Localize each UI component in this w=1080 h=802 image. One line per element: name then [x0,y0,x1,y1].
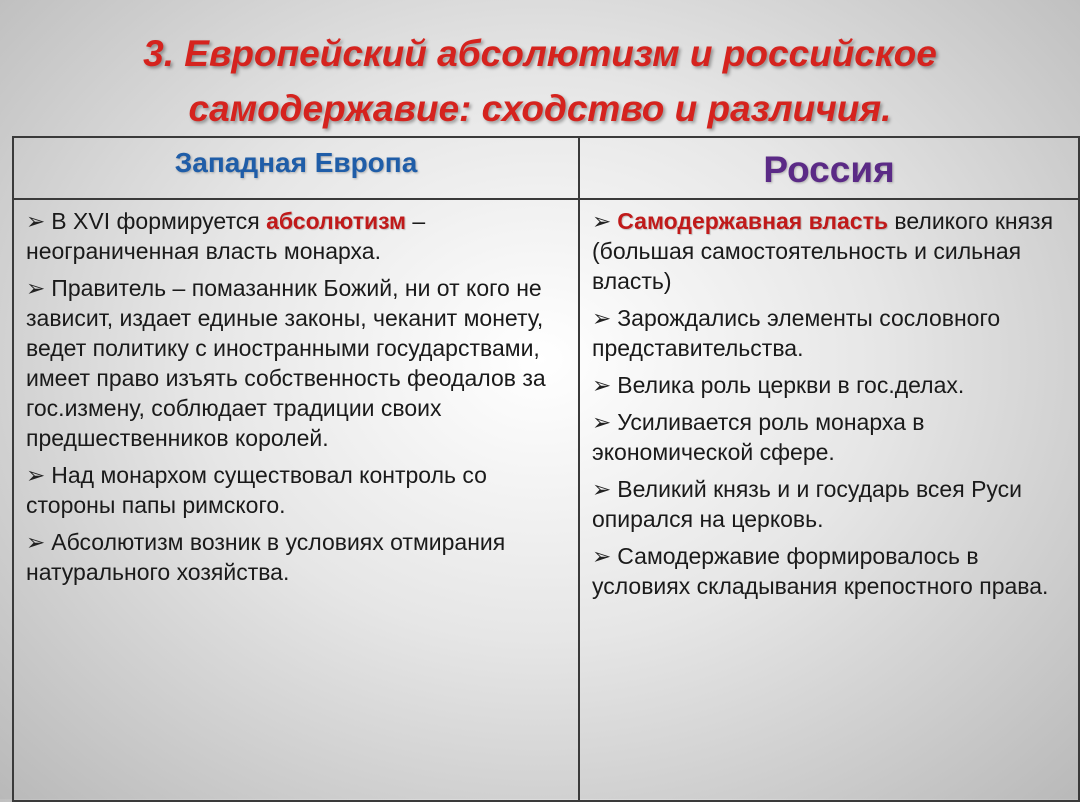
comparison-table [12,136,1080,802]
russia-item: ➢ Велика роль церкви в гос.делах. [592,372,965,398]
arrow-bullet-icon: ➢ [26,462,46,488]
west-item: ➢ В XVI формируется абсолютизм – неограниченная власть монарха. [26,208,426,264]
header-west-cell [13,137,579,199]
arrow-bullet-icon: ➢ [592,372,612,398]
arrow-bullet-icon: ➢ [592,409,612,435]
west-item: ➢ Абсолютизм возник в условиях отмирания натурального хозяйства. [26,529,506,585]
slide-title [0,26,1080,136]
arrow-bullet-icon: ➢ [592,208,612,234]
header-russia: Россия [763,149,895,190]
russia-item: ➢ Усиливается роль монарха в экономической сфере. [592,409,925,465]
header-russia-cell [579,137,1079,199]
russia-item-highlight: Самодержавная власть [617,208,889,234]
russia-item: ➢ Зарождались элементы сословного представительства. [592,305,1001,361]
arrow-bullet-icon: ➢ [592,305,612,331]
russia-item: ➢ Самодержавие формировалось в условиях складывания крепостного права. [592,543,1049,599]
arrow-bullet-icon: ➢ [592,543,612,569]
russia-item: ➢ Самодержавная власть великого князя (большая самостоятельность и сильная власть) [592,208,1054,294]
arrow-bullet-icon: ➢ [26,208,46,234]
west-item: ➢ Правитель – помазанник Божий, ни от кого не зависит, издает единые законы, чеканит монету, ведет политику с иностранными государствами, имеет право изъять собственность феодалов за гос.измену, соблюдает традиции своих предшественников королей. [26,275,546,451]
arrow-bullet-icon: ➢ [26,529,46,555]
header-west-europe: Западная Европа [174,147,418,178]
title-line-2: самодержавие: сходство и различия. [188,88,892,129]
west-item-highlight: абсолютизм [266,208,406,234]
header-row [13,137,1079,199]
russia-item: ➢ Великий князь и и государь всея Руси опирался на церковь. [592,476,1022,532]
arrow-bullet-icon: ➢ [26,275,46,301]
russia-column [579,199,1079,801]
west-column [13,199,579,801]
content-row [13,199,1079,801]
title-line-1: 3. Европейский абсолютизм и российское [143,33,937,74]
west-item: ➢ Над монархом существовал контроль со стороны папы римского. [26,462,487,518]
arrow-bullet-icon: ➢ [592,476,612,502]
